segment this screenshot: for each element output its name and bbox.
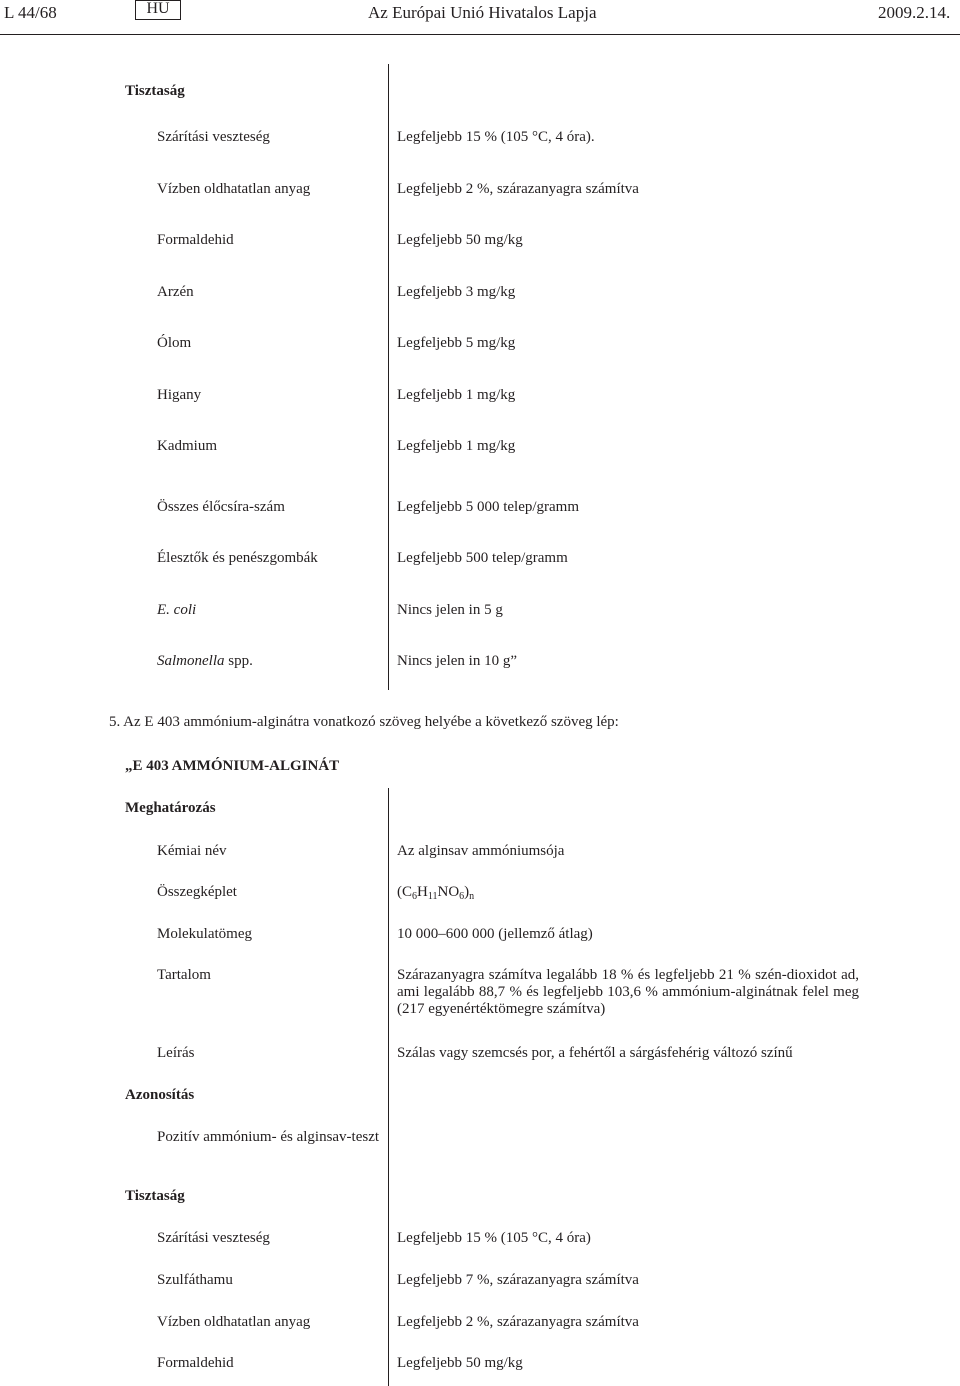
- label-description: Leírás: [157, 1045, 195, 1061]
- value-salmonella: Nincs jelen in 10 g”: [397, 653, 517, 669]
- value-lead: Legfeljebb 5 mg/kg: [397, 335, 516, 351]
- amendment-text: 5. Az E 403 ammónium-alginátra vonatkozó szöveg helyébe a következő szöveg lép:: [109, 714, 619, 730]
- formula-part: ): [464, 884, 470, 900]
- value-description: Szálas vagy szemcsés por, a fehértől a sárgásfehérig változó színű: [397, 1045, 793, 1061]
- value-content: Szárazanyagra számítva legalább 18 % és legfeljebb 21 % szén-dioxidot ad, ami legalább 88,7 % és legfeljebb 103,6 % ammónium-alginátnak felel meg (217 egyenértéktömegre számítva): [397, 967, 859, 1017]
- label-formaldehyde: Formaldehid: [157, 1355, 234, 1371]
- table-divider: [388, 64, 389, 690]
- formula-part: H: [417, 884, 428, 900]
- page-reference: L 44/68: [4, 3, 57, 22]
- formula-subscript: 11: [427, 891, 438, 902]
- label-formaldehyde: Formaldehid: [157, 232, 234, 248]
- definition-heading: Meghatározás: [125, 800, 216, 816]
- label-drying-loss: Szárítási veszteség: [157, 1230, 270, 1246]
- page-header: [0, 0, 960, 36]
- label-arsenic: Arzén: [157, 284, 194, 300]
- value-total-plate-count: Legfeljebb 5 000 telep/gramm: [397, 499, 580, 515]
- formula-part: NO: [437, 884, 460, 900]
- label-mercury: Higany: [157, 387, 202, 403]
- label-insoluble: Vízben oldhatatlan anyag: [157, 1314, 311, 1330]
- formula-subscript: n: [469, 891, 475, 902]
- value-cadmium: Legfeljebb 1 mg/kg: [397, 438, 516, 454]
- salmonella-genus: Salmonella: [157, 653, 225, 669]
- value-e-coli: Nincs jelen in 5 g: [397, 602, 503, 618]
- value-drying-loss: Legfeljebb 15 % (105 °C, 4 óra): [397, 1230, 591, 1246]
- publication-date: 2009.2.14.: [878, 3, 951, 22]
- label-cadmium: Kadmium: [157, 438, 217, 454]
- e403-title: „E 403 AMMÓNIUM-ALGINÁT: [125, 758, 340, 774]
- salmonella-spp: spp.: [224, 653, 253, 669]
- formula-part: (C: [397, 884, 412, 900]
- label-yeasts-moulds: Élesztők és penészgombák: [157, 550, 318, 566]
- label-formula: Összegképlet: [157, 884, 237, 900]
- label-sulphated-ash: Szulfáthamu: [157, 1272, 233, 1288]
- label-drying-loss: Szárítási veszteség: [157, 129, 270, 145]
- value-molecular-weight: 10 000–600 000 (jellemző átlag): [397, 926, 593, 942]
- value-formaldehyde: Legfeljebb 50 mg/kg: [397, 232, 523, 248]
- value-formula: [397, 884, 474, 901]
- value-sulphated-ash: Legfeljebb 7 %, szárazanyagra számítva: [397, 1272, 639, 1288]
- label-salmonella: [157, 653, 253, 670]
- table-divider: [388, 788, 389, 1386]
- value-yeasts-moulds: Legfeljebb 500 telep/gramm: [397, 550, 568, 566]
- language-code: HU: [146, 0, 170, 17]
- value-formaldehyde: Legfeljebb 50 mg/kg: [397, 1355, 523, 1371]
- value-insoluble: Legfeljebb 2 %, szárazanyagra számítva: [397, 1314, 639, 1330]
- label-total-plate-count: Összes élőcsíra-szám: [157, 499, 285, 515]
- value-arsenic: Legfeljebb 3 mg/kg: [397, 284, 516, 300]
- header-rule: [0, 34, 960, 35]
- label-insoluble: Vízben oldhatatlan anyag: [157, 181, 311, 197]
- value-chemical-name: Az alginsav ammóniumsója: [397, 843, 565, 859]
- value-insoluble: Legfeljebb 2 %, szárazanyagra számítva: [397, 181, 639, 197]
- purity-heading: Tisztaság: [125, 1188, 185, 1204]
- formula-subscript: 6: [412, 891, 417, 902]
- value-mercury: Legfeljebb 1 mg/kg: [397, 387, 516, 403]
- label-lead: Ólom: [157, 335, 192, 351]
- identification-heading: Azonosítás: [125, 1087, 195, 1103]
- identification-test: Pozitív ammónium- és alginsav-teszt: [157, 1129, 380, 1145]
- formula-subscript: 6: [459, 891, 465, 902]
- journal-title: Az Európai Unió Hivatalos Lapja: [368, 3, 597, 22]
- section-heading-purity: Tisztaság: [125, 83, 185, 99]
- label-chemical-name: Kémiai név: [157, 843, 227, 859]
- label-content: Tartalom: [157, 967, 211, 983]
- label-e-coli: E. coli: [157, 602, 197, 618]
- language-badge: [135, 0, 181, 20]
- label-molecular-weight: Molekulatömeg: [157, 926, 252, 942]
- value-drying-loss: Legfeljebb 15 % (105 °C, 4 óra).: [397, 129, 595, 145]
